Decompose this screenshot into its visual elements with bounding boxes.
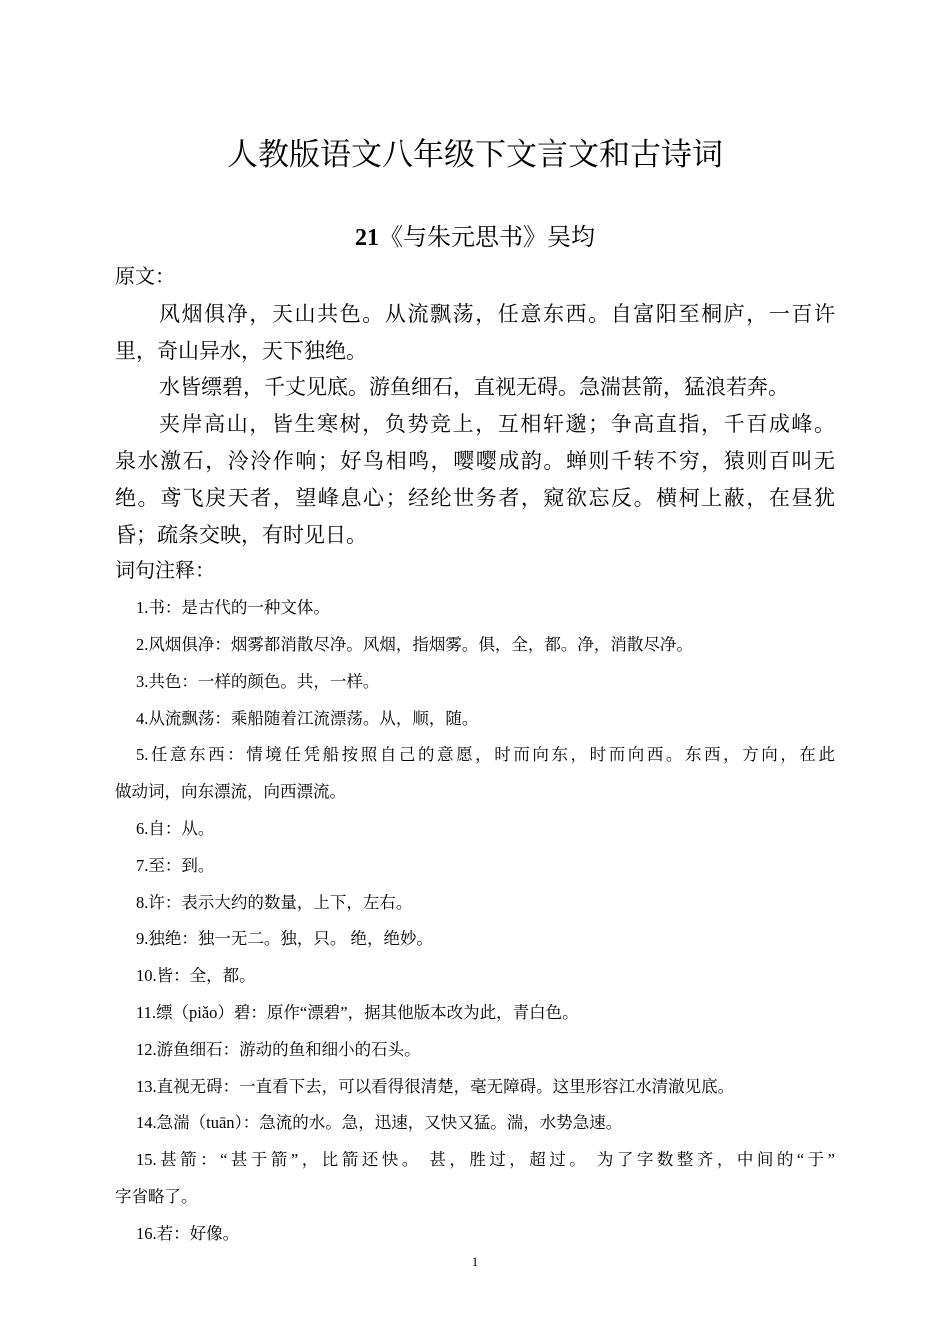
note-item: 9.独绝：独一无二。独，只。 绝，绝妙。: [136, 929, 433, 949]
notes-heading: 词句注释：: [115, 560, 215, 583]
note-item: 10.皆：全，都。: [136, 966, 256, 986]
note-item-continued: 字省略了。: [115, 1186, 198, 1206]
lesson-number: 21: [355, 225, 379, 251]
original-line: 风烟俱净，天山共色。从流飘荡，任意东西。自富阳至桐庐，一百许: [159, 301, 835, 326]
document-title: 人教版语文八年级下文言文和古诗词: [227, 137, 723, 172]
note-item: 14.急湍（tuān）：急流的水。急，迅速，又快又猛。湍，水势急速。: [136, 1113, 623, 1133]
note-item: 1.书：是古代的一种文体。: [136, 598, 330, 618]
notes-list: [115, 590, 835, 1252]
original-line: 昏；疏条交映，有时见日。: [115, 522, 367, 547]
note-item: 4.从流飘荡：乘船随着江流漂荡。从，顺，随。: [136, 708, 479, 728]
note-item: 7.至：到。: [136, 855, 215, 875]
original-line: 里，奇山异水，天下独绝。: [115, 338, 367, 363]
note-item: 16.若：好像。: [136, 1223, 240, 1243]
original-heading: 原文：: [115, 266, 175, 288]
original-line: 水皆缥碧，千丈见底。游鱼细石，直视无碍。急湍甚箭，猛浪若奔。: [159, 375, 789, 400]
original-line: 夹岸高山，皆生寒树，负势竞上，互相轩邈；争高直指，千百成峰。: [159, 412, 835, 437]
note-item: 15.甚箭：“甚于箭”，比箭还快。 甚，胜过，超过。 为了字数整齐，中间的“于”: [136, 1150, 835, 1170]
original-line: 绝。鸢飞戾天者，望峰息心；经纶世务者，窥欲忘反。横柯上蔽，在昼犹: [115, 485, 835, 510]
note-item: 12.游鱼细石：游动的鱼和细小的石头。: [136, 1039, 421, 1059]
note-item: 3.共色：一样的颜色。共，一样。: [136, 671, 380, 691]
note-item: 5.任意东西：情境任凭船按照自己的意愿，时而向东，时而向西。东西，方向，在此: [136, 745, 835, 765]
note-item-continued: 做动词，向东漂流，向西漂流。: [115, 782, 346, 802]
note-item: 13.直视无碍：一直看下去，可以看得很清楚，毫无障碍。这里形容江水清澈见底。: [136, 1076, 735, 1096]
page-number: 1: [471, 1254, 479, 1269]
lesson-name: 《与朱元思书》吴均: [379, 225, 595, 251]
note-item: 11.缥（piǎo）碧：原作“漂碧”，据其他版本改为此，青白色。: [136, 1002, 579, 1022]
note-item: 8.许：表示大约的数量，上下，左右。: [136, 892, 413, 912]
note-item: 6.自：从。: [136, 818, 215, 838]
original-text: [115, 296, 835, 554]
note-item: 2.风烟俱净：烟雾都消散尽净。风烟，指烟雾。俱，全，都。净，消散尽净。: [136, 634, 693, 654]
original-line: 泉水激石，泠泠作响；好鸟相鸣，嘤嘤成韵。蝉则千转不穷，猿则百叫无: [115, 448, 835, 473]
document-body: [115, 259, 835, 1253]
lesson-title: [0, 220, 950, 256]
